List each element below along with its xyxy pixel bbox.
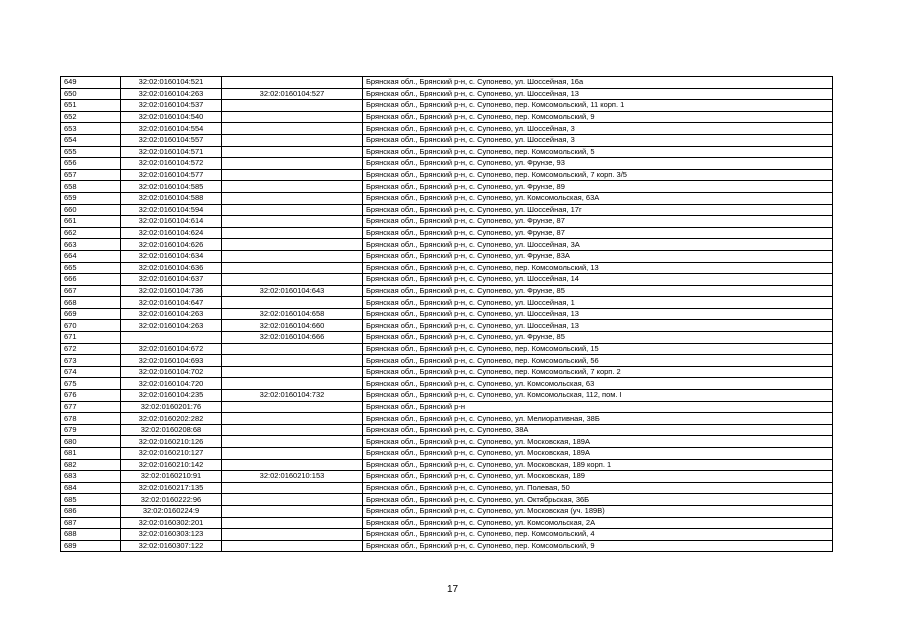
row-number-cell: 684 [61, 482, 121, 494]
table-row [61, 505, 833, 517]
row-number-cell: 670 [61, 320, 121, 332]
parent-cadastral-number-cell [222, 123, 363, 135]
parent-cadastral-number-cell: 32:02:0160104:666 [222, 332, 363, 344]
table-row [61, 227, 833, 239]
row-number-cell: 673 [61, 355, 121, 367]
table-row [61, 308, 833, 320]
table-row [61, 123, 833, 135]
table-row [61, 494, 833, 506]
cadastral-number-cell: 32:02:0160210:142 [121, 459, 222, 471]
address-cell: Брянская обл., Брянский р-н, с. Супонево, ул. Комсомольская, 112, пом. I [363, 390, 833, 402]
row-number-cell: 664 [61, 250, 121, 262]
row-number-cell: 676 [61, 390, 121, 402]
cadastral-number-cell: 32:02:0160104:540 [121, 111, 222, 123]
row-number-cell: 651 [61, 100, 121, 112]
row-number-cell: 689 [61, 540, 121, 552]
cadastral-number-cell: 32:02:0160104:626 [121, 239, 222, 251]
cadastral-number-cell: 32:02:0160104:557 [121, 134, 222, 146]
address-cell: Брянская обл., Брянский р-н, с. Супонево, ул. Шоссейная, 13 [363, 320, 833, 332]
row-number-cell: 687 [61, 517, 121, 529]
address-cell: Брянская обл., Брянский р-н, с. Супонево, ул. Октябрьская, 36Б [363, 494, 833, 506]
parent-cadastral-number-cell [222, 297, 363, 309]
table-row [61, 77, 833, 89]
parent-cadastral-number-cell [222, 482, 363, 494]
table-row [61, 285, 833, 297]
address-cell: Брянская обл., Брянский р-н, с. Супонево, ул. Фрунзе, 93 [363, 158, 833, 170]
parent-cadastral-number-cell [222, 227, 363, 239]
cadastral-number-cell: 32:02:0160302:201 [121, 517, 222, 529]
address-cell: Брянская обл., Брянский р-н, с. Супонево, ул. Фрунзе, 85 [363, 332, 833, 344]
address-cell: Брянская обл., Брянский р-н, с. Супонево, ул. Комсомольская, 2А [363, 517, 833, 529]
parent-cadastral-number-cell [222, 355, 363, 367]
parent-cadastral-number-cell: 32:02:0160104:658 [222, 308, 363, 320]
cadastral-number-cell: 32:02:0160104:594 [121, 204, 222, 216]
table-row [61, 413, 833, 425]
cadastral-number-cell: 32:02:0160202:282 [121, 413, 222, 425]
cadastral-number-cell: 32:02:0160104:588 [121, 192, 222, 204]
row-number-cell: 667 [61, 285, 121, 297]
cadastral-number-cell: 32:02:0160104:263 [121, 88, 222, 100]
row-number-cell: 652 [61, 111, 121, 123]
cadastral-number-cell: 32:02:0160104:693 [121, 355, 222, 367]
address-cell: Брянская обл., Брянский р-н, с. Супонево, ул. Фрунзе, 83А [363, 250, 833, 262]
table-row [61, 390, 833, 402]
cadastral-number-cell: 32:02:0160104:637 [121, 274, 222, 286]
address-cell: Брянская обл., Брянский р-н, с. Супонево, ул. Шоссейная, 14 [363, 274, 833, 286]
table-row [61, 471, 833, 483]
table-row [61, 436, 833, 448]
address-cell: Брянская обл., Брянский р-н, с. Супонево, ул. Фрунзе, 89 [363, 181, 833, 193]
parent-cadastral-number-cell [222, 540, 363, 552]
table-row [61, 181, 833, 193]
row-number-cell: 653 [61, 123, 121, 135]
table-row [61, 146, 833, 158]
cadastral-number-cell: 32:02:0160104:702 [121, 366, 222, 378]
cadastral-number-cell: 32:02:0160104:720 [121, 378, 222, 390]
row-number-cell: 681 [61, 448, 121, 460]
row-number-cell: 660 [61, 204, 121, 216]
cadastral-number-cell: 32:02:0160208:68 [121, 424, 222, 436]
row-number-cell: 686 [61, 505, 121, 517]
cadastral-number-cell: 32:02:0160210:126 [121, 436, 222, 448]
parent-cadastral-number-cell [222, 262, 363, 274]
table-row [61, 134, 833, 146]
parent-cadastral-number-cell [222, 77, 363, 89]
row-number-cell: 680 [61, 436, 121, 448]
row-number-cell: 654 [61, 134, 121, 146]
parent-cadastral-number-cell [222, 181, 363, 193]
parent-cadastral-number-cell [222, 250, 363, 262]
parent-cadastral-number-cell: 32:02:0160104:527 [222, 88, 363, 100]
table-row [61, 192, 833, 204]
table-row [61, 274, 833, 286]
address-cell: Брянская обл., Брянский р-н, с. Супонево, ул. Московская, 189А [363, 436, 833, 448]
cadastral-number-cell: 32:02:0160104:521 [121, 77, 222, 89]
address-cell: Брянская обл., Брянский р-н, с. Супонево, ул. Шоссейная, 13 [363, 88, 833, 100]
cadastral-number-cell: 32:02:0160104:263 [121, 308, 222, 320]
row-number-cell: 661 [61, 216, 121, 228]
cadastral-number-cell: 32:02:0160217:135 [121, 482, 222, 494]
cadastral-number-cell: 32:02:0160303:123 [121, 529, 222, 541]
address-cell: Брянская обл., Брянский р-н, с. Супонево, пер. Комсомольский, 4 [363, 529, 833, 541]
parent-cadastral-number-cell [222, 100, 363, 112]
table-row [61, 529, 833, 541]
row-number-cell: 650 [61, 88, 121, 100]
address-cell: Брянская обл., Брянский р-н, с. Супонево, ул. Московская, 189 [363, 471, 833, 483]
parent-cadastral-number-cell [222, 146, 363, 158]
address-cell: Брянская обл., Брянский р-н, с. Супонево, ул. Московская (уч. 189В) [363, 505, 833, 517]
address-cell: Брянская обл., Брянский р-н, с. Супонево, ул. Шоссейная, 16а [363, 77, 833, 89]
cadastral-number-cell: 32:02:0160104:624 [121, 227, 222, 239]
row-number-cell: 672 [61, 343, 121, 355]
parent-cadastral-number-cell [222, 459, 363, 471]
table-row [61, 401, 833, 413]
parent-cadastral-number-cell [222, 169, 363, 181]
cadastral-number-cell: 32:02:0160104:554 [121, 123, 222, 135]
address-cell: Брянская обл., Брянский р-н, с. Супонево, ул. Фрунзе, 87 [363, 216, 833, 228]
row-number-cell: 663 [61, 239, 121, 251]
address-cell: Брянская обл., Брянский р-н, с. Супонево, ул. Фрунзе, 87 [363, 227, 833, 239]
cadastral-number-cell: 32:02:0160104:577 [121, 169, 222, 181]
row-number-cell: 675 [61, 378, 121, 390]
table-body [61, 77, 833, 552]
cadastral-number-cell: 32:02:0160210:127 [121, 448, 222, 460]
cadastral-number-cell: 32:02:0160307:122 [121, 540, 222, 552]
parent-cadastral-number-cell [222, 378, 363, 390]
address-cell: Брянская обл., Брянский р-н, с. Супонево, ул. Московская, 189А [363, 448, 833, 460]
row-number-cell: 682 [61, 459, 121, 471]
cadastral-number-cell: 32:02:0160104:572 [121, 158, 222, 170]
table-row [61, 517, 833, 529]
row-number-cell: 658 [61, 181, 121, 193]
parent-cadastral-number-cell [222, 274, 363, 286]
cadastral-number-cell: 32:02:0160104:263 [121, 320, 222, 332]
row-number-cell: 657 [61, 169, 121, 181]
address-cell: Брянская обл., Брянский р-н, с. Супонево, пер. Комсомольский, 13 [363, 262, 833, 274]
address-cell: Брянская обл., Брянский р-н, с. Супонево, ул. Шоссейная, 3А [363, 239, 833, 251]
table-row [61, 355, 833, 367]
cadastral-number-cell: 32:02:0160222:96 [121, 494, 222, 506]
table-row [61, 320, 833, 332]
table-row [61, 169, 833, 181]
parent-cadastral-number-cell [222, 158, 363, 170]
row-number-cell: 659 [61, 192, 121, 204]
address-cell: Брянская обл., Брянский р-н, с. Супонево, ул. Фрунзе, 85 [363, 285, 833, 297]
table-row [61, 343, 833, 355]
address-cell: Брянская обл., Брянский р-н, с. Супонево, ул. Московская, 189 корп. 1 [363, 459, 833, 471]
table-row [61, 216, 833, 228]
parent-cadastral-number-cell [222, 517, 363, 529]
address-cell: Брянская обл., Брянский р-н, с. Супонево, ул. Комсомольская, 63 [363, 378, 833, 390]
table-row [61, 459, 833, 471]
table-row [61, 100, 833, 112]
address-cell: Брянская обл., Брянский р-н, с. Супонево, пер. Комсомольский, 15 [363, 343, 833, 355]
row-number-cell: 668 [61, 297, 121, 309]
cadastral-number-cell: 32:02:0160224:9 [121, 505, 222, 517]
parent-cadastral-number-cell [222, 424, 363, 436]
property-register-table [60, 76, 833, 552]
parent-cadastral-number-cell [222, 505, 363, 517]
cadastral-number-cell: 32:02:0160104:235 [121, 390, 222, 402]
parent-cadastral-number-cell [222, 134, 363, 146]
parent-cadastral-number-cell [222, 436, 363, 448]
table-row [61, 482, 833, 494]
table-row [61, 366, 833, 378]
row-number-cell: 678 [61, 413, 121, 425]
address-cell: Брянская обл., Брянский р-н, с. Супонево, пер. Комсомольский, 5 [363, 146, 833, 158]
parent-cadastral-number-cell [222, 111, 363, 123]
address-cell: Брянская обл., Брянский р-н, с. Супонево, пер. Комсомольский, 9 [363, 111, 833, 123]
table-row [61, 540, 833, 552]
table-row [61, 424, 833, 436]
table-row [61, 378, 833, 390]
address-cell: Брянская обл., Брянский р-н, с. Супонево, ул. Шоссейная, 3 [363, 123, 833, 135]
parent-cadastral-number-cell: 32:02:0160104:643 [222, 285, 363, 297]
cadastral-number-cell: 32:02:0160104:585 [121, 181, 222, 193]
address-cell: Брянская обл., Брянский р-н, с. Супонево, 38А [363, 424, 833, 436]
row-number-cell: 671 [61, 332, 121, 344]
address-cell: Брянская обл., Брянский р-н, с. Супонево, ул. Полевая, 50 [363, 482, 833, 494]
address-cell: Брянская обл., Брянский р-н, с. Супонево, пер. Комсомольский, 7 корп. 2 [363, 366, 833, 378]
table-row [61, 88, 833, 100]
table-row [61, 332, 833, 344]
row-number-cell: 677 [61, 401, 121, 413]
table-row [61, 111, 833, 123]
parent-cadastral-number-cell: 32:02:0160210:153 [222, 471, 363, 483]
table-row [61, 204, 833, 216]
row-number-cell: 685 [61, 494, 121, 506]
address-cell: Брянская обл., Брянский р-н, с. Супонево, пер. Комсомольский, 56 [363, 355, 833, 367]
cadastral-number-cell [121, 332, 222, 344]
table-row [61, 262, 833, 274]
page-number: 17 [446, 584, 459, 595]
cadastral-number-cell: 32:02:0160104:537 [121, 100, 222, 112]
parent-cadastral-number-cell: 32:02:0160104:660 [222, 320, 363, 332]
parent-cadastral-number-cell [222, 204, 363, 216]
address-cell: Брянская обл., Брянский р-н, с. Супонево, пер. Комсомольский, 11 корп. 1 [363, 100, 833, 112]
parent-cadastral-number-cell [222, 401, 363, 413]
table-row [61, 297, 833, 309]
address-cell: Брянская обл., Брянский р-н, с. Супонево, пер. Комсомольский, 9 [363, 540, 833, 552]
parent-cadastral-number-cell [222, 494, 363, 506]
row-number-cell: 674 [61, 366, 121, 378]
row-number-cell: 683 [61, 471, 121, 483]
cadastral-number-cell: 32:02:0160104:571 [121, 146, 222, 158]
row-number-cell: 666 [61, 274, 121, 286]
parent-cadastral-number-cell [222, 413, 363, 425]
address-cell: Брянская обл., Брянский р-н [363, 401, 833, 413]
cadastral-number-cell: 32:02:0160104:614 [121, 216, 222, 228]
table-row [61, 239, 833, 251]
row-number-cell: 669 [61, 308, 121, 320]
cadastral-number-cell: 32:02:0160210:91 [121, 471, 222, 483]
row-number-cell: 655 [61, 146, 121, 158]
row-number-cell: 662 [61, 227, 121, 239]
parent-cadastral-number-cell [222, 192, 363, 204]
address-cell: Брянская обл., Брянский р-н, с. Супонево, ул. Шоссейная, 3 [363, 134, 833, 146]
cadastral-number-cell: 32:02:0160104:636 [121, 262, 222, 274]
parent-cadastral-number-cell [222, 448, 363, 460]
table-row [61, 158, 833, 170]
parent-cadastral-number-cell [222, 343, 363, 355]
cadastral-number-cell: 32:02:0160201:76 [121, 401, 222, 413]
address-cell: Брянская обл., Брянский р-н, с. Супонево, ул. Шоссейная, 17г [363, 204, 833, 216]
parent-cadastral-number-cell [222, 366, 363, 378]
row-number-cell: 679 [61, 424, 121, 436]
address-cell: Брянская обл., Брянский р-н, с. Супонево, пер. Комсомольский, 7 корп. 3/5 [363, 169, 833, 181]
address-cell: Брянская обл., Брянский р-н, с. Супонево, ул. Мелиоративная, 38Б [363, 413, 833, 425]
row-number-cell: 665 [61, 262, 121, 274]
table-row [61, 448, 833, 460]
table-row [61, 250, 833, 262]
cadastral-number-cell: 32:02:0160104:672 [121, 343, 222, 355]
row-number-cell: 649 [61, 77, 121, 89]
address-cell: Брянская обл., Брянский р-н, с. Супонево, ул. Шоссейная, 13 [363, 308, 833, 320]
cadastral-number-cell: 32:02:0160104:647 [121, 297, 222, 309]
cadastral-number-cell: 32:02:0160104:634 [121, 250, 222, 262]
address-cell: Брянская обл., Брянский р-н, с. Супонево, ул. Шоссейная, 1 [363, 297, 833, 309]
parent-cadastral-number-cell: 32:02:0160104:732 [222, 390, 363, 402]
address-cell: Брянская обл., Брянский р-н, с. Супонево, ул. Комсомольская, 63А [363, 192, 833, 204]
cadastral-number-cell: 32:02:0160104:736 [121, 285, 222, 297]
row-number-cell: 688 [61, 529, 121, 541]
parent-cadastral-number-cell [222, 216, 363, 228]
row-number-cell: 656 [61, 158, 121, 170]
parent-cadastral-number-cell [222, 239, 363, 251]
parent-cadastral-number-cell [222, 529, 363, 541]
